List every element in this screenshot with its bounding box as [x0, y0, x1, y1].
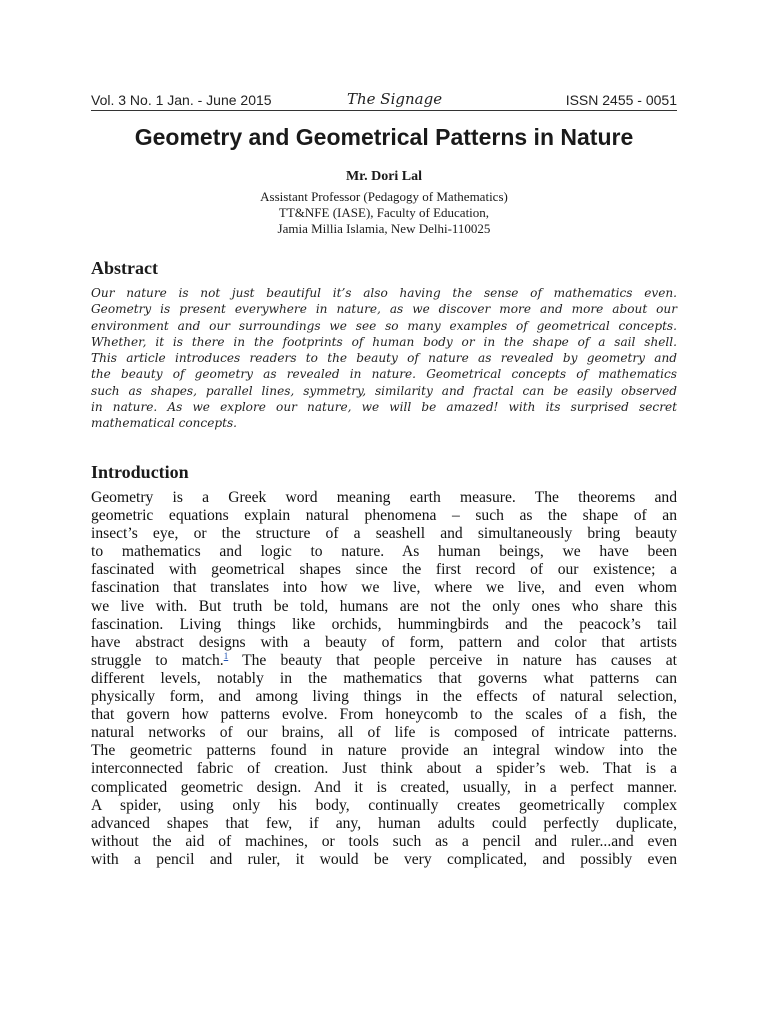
- abstract-line: such as shapes, parallel lines, symmetry, similarity and fractal can be easily observed: [91, 383, 677, 398]
- body-line: we live with. But truth be told, humans are not the only ones who share this: [91, 597, 677, 615]
- body-line: A spider, using only his body, continually creates geometrically complex: [91, 796, 677, 814]
- body-line-tail: The beauty that people perceive in nature has causes at: [228, 651, 677, 669]
- body-line: fascination. Living things like orchids, hummingbirds and the peacock’s tail: [91, 615, 677, 633]
- body-line: fascination that translates into how we live, where we live, and even whom: [91, 579, 677, 597]
- running-header: [91, 90, 677, 112]
- abstract-line: Geometry is present everywhere in nature, as we discover more and more about our: [91, 302, 677, 317]
- introduction-text: [91, 489, 677, 869]
- affiliation-line: Assistant Professor (Pedagogy of Mathematics): [260, 189, 508, 204]
- body-line: Geometry is a Greek word meaning earth measure. The theorems and: [91, 489, 677, 506]
- introduction-heading: Introduction: [91, 462, 189, 482]
- body-line: geometric equations explain natural phenomena – such as the shape of an: [91, 507, 677, 525]
- abstract-line: the beauty of geometry as revealed in nature. Geometrical concepts of mathematics: [91, 367, 677, 382]
- body-line-head: struggle to match.: [91, 651, 224, 669]
- abstract-line: mathematical concepts.: [91, 416, 238, 431]
- affiliation-line: TT&NFE (IASE), Faculty of Education,: [278, 205, 490, 220]
- abstract-text: [91, 285, 677, 432]
- issn-number: ISSN 2455 - 0051: [565, 92, 677, 108]
- author-affiliation: [91, 189, 677, 237]
- affiliation-line: Jamia Millia Islamia, New Delhi-110025: [277, 221, 491, 236]
- volume-info: Vol. 3 No. 1 Jan. - June 2015: [91, 92, 272, 108]
- abstract-line: Our nature is not just beautiful it’s also having the sense of mathematics even.: [91, 286, 677, 300]
- header-divider: [91, 110, 677, 111]
- body-line: interconnected fabric of creation. Just think about a spider’s web. That is a: [91, 760, 677, 778]
- footnote-link[interactable]: 1: [223, 650, 229, 661]
- body-line: The geometric patterns found in nature provide an integral window into the: [91, 742, 677, 760]
- body-line: complicated geometric design. And it is created, usually, in a perfect manner.: [91, 778, 677, 796]
- body-line: natural networks of our brains, all of life is composed of intricate patterns.: [91, 724, 677, 742]
- article-title: Geometry and Geometrical Patterns in Nature: [134, 124, 634, 150]
- abstract-line: This article introduces readers to the beauty of nature as revealed by geometry and: [91, 351, 677, 366]
- body-line: [91, 652, 677, 670]
- body-line: fascinated with geometrical shapes since the first record of our existence; a: [91, 561, 677, 579]
- body-line: have abstract designs with a beauty of form, pattern and color that artists: [91, 633, 677, 651]
- author-name: Mr. Dori Lal: [345, 169, 423, 184]
- body-line: that govern how patterns evolve. From honeycomb to the scales of a fish, the: [91, 706, 677, 724]
- abstract-line: environment and our surroundings we see so many examples of geometrical concepts.: [91, 318, 677, 333]
- body-line: without the aid of machines, or tools such as a pencil and ruler...and even: [91, 832, 677, 850]
- abstract-heading: Abstract: [91, 258, 158, 278]
- abstract-line: Whether, it is there in the footprints of human body or in the shape of a sail shell.: [91, 334, 677, 349]
- body-line: with a pencil and ruler, it would be very complicated, and possibly even: [91, 850, 677, 868]
- abstract-line: in nature. As we explore our nature, we will be amazed! with its surprised secret: [91, 400, 677, 415]
- body-line: to mathematics and logic to nature. As human beings, we have been: [91, 543, 677, 561]
- journal-name: The Signage: [347, 90, 443, 108]
- body-line: physically form, and among living things in the effects of natural selection,: [91, 688, 677, 706]
- body-line: different levels, notably in the mathematics that governs what patterns can: [91, 669, 677, 687]
- body-line: advanced shapes that few, if any, human adults could perfectly duplicate,: [91, 814, 677, 832]
- body-line: insect’s eye, or the structure of a seashell and simultaneously bring beauty: [91, 525, 677, 543]
